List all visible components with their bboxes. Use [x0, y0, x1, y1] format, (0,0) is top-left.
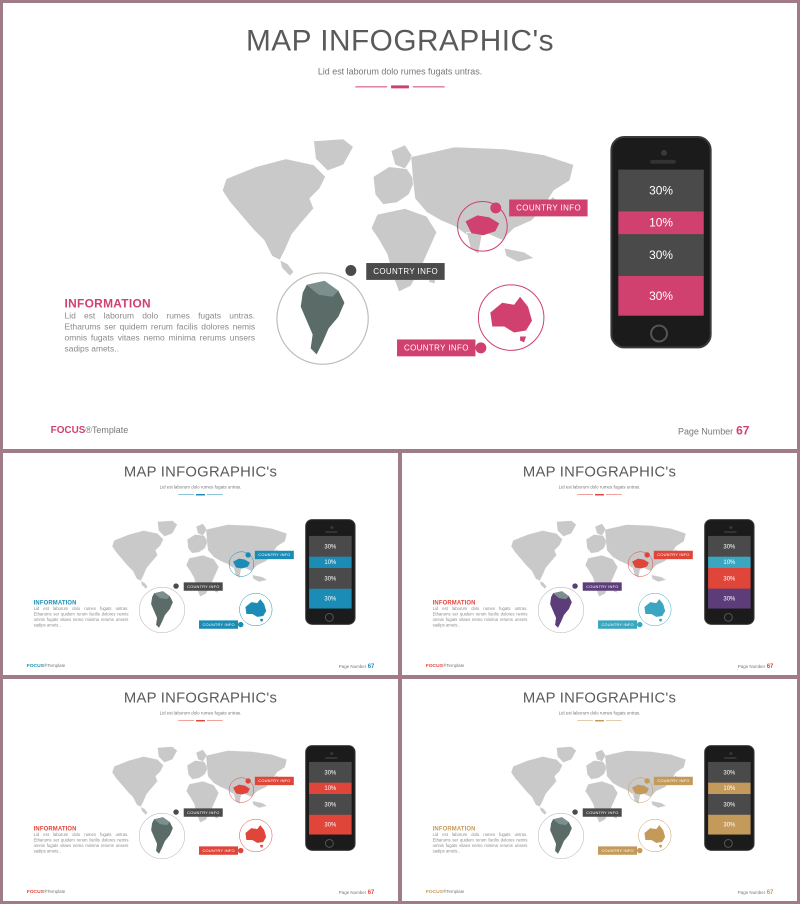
- country-info-tag: COUNTRY INFO: [598, 846, 637, 854]
- page-label: Page Number: [338, 663, 367, 669]
- country-pin-icon: [475, 342, 486, 353]
- phone-bar-3: 30%: [618, 234, 703, 276]
- slide-title: MAP INFOGRAPHIC's: [245, 24, 555, 58]
- page-number-value: 67: [766, 662, 774, 670]
- phone-bar-4: 30%: [708, 589, 750, 609]
- slide-canvas: [3, 453, 398, 675]
- brand-suffix: ®Template: [43, 888, 66, 894]
- home-button-icon: [650, 325, 668, 343]
- brand-focus: FOCUS: [26, 662, 44, 669]
- phone-bar-3: 30%: [708, 568, 750, 589]
- brand-suffix: ®Template: [442, 662, 465, 668]
- country-pin-icon: [644, 778, 649, 783]
- page-number: [339, 888, 374, 895]
- page-number-value: 67: [766, 888, 774, 896]
- slide-subtitle: Lid est laborum dolo rumes fugats untras.: [558, 710, 641, 716]
- country-pin-icon: [238, 848, 243, 853]
- slide-canvas: [3, 3, 797, 449]
- phone-screen: [309, 536, 351, 609]
- title-divider: [355, 85, 444, 87]
- page-number: [738, 662, 773, 669]
- phone-bar-3: 30%: [708, 794, 750, 815]
- brand-logo: [426, 663, 465, 668]
- brand-logo: [27, 663, 66, 668]
- title-divider: [178, 720, 222, 721]
- divider-dash: [202, 494, 205, 495]
- country-info-tag: COUNTRY INFO: [184, 808, 223, 816]
- country-pin-icon: [637, 848, 642, 853]
- australia-zoom: [638, 592, 673, 627]
- camera-icon: [661, 150, 667, 156]
- phone-bar-4: 30%: [708, 815, 750, 835]
- speaker-icon: [325, 757, 338, 759]
- slide-canvas: [402, 679, 797, 901]
- information-text: Lid est laborum dolo rumes fugats untras. Etharums ser quidem rerum facilis dolores nemis omnis fugats vitaes nemo minima rerums unsers sadips amets..: [33, 606, 129, 628]
- page-number: [678, 424, 749, 438]
- page-label: Page Number: [737, 663, 766, 669]
- country-info-tag: COUNTRY INFO: [199, 846, 238, 854]
- camera-icon: [729, 752, 732, 755]
- country-pin-icon: [345, 265, 356, 276]
- camera-icon: [330, 526, 333, 529]
- country-pin-icon: [490, 202, 501, 213]
- country-pin-icon: [245, 552, 250, 557]
- slide-variant-gold: [402, 679, 797, 901]
- page-number-value: 67: [367, 888, 375, 896]
- divider-dash: [202, 720, 205, 721]
- country-info-tag: COUNTRY INFO: [598, 620, 637, 628]
- divider-line-right: [413, 86, 445, 87]
- slide-canvas: [402, 453, 797, 675]
- country-pin-icon: [572, 583, 577, 588]
- brand-logo: [51, 425, 129, 436]
- phone-bar-3: 30%: [309, 568, 351, 589]
- phone-bar-4: 30%: [309, 815, 351, 835]
- phone-bar-4: 30%: [309, 589, 351, 609]
- brand-suffix: ®Template: [43, 662, 66, 668]
- phone-screen: [708, 762, 750, 835]
- speaker-icon: [724, 757, 737, 759]
- country-info-tag: COUNTRY INFO: [184, 582, 223, 590]
- home-button-icon: [325, 613, 334, 622]
- information-text: Lid est laborum dolo rumes fugats untras. Etharums ser quidem rerum facilis dolores nemis omnis fugats vitaes nemo minima rerums unsers sadips amets..: [432, 606, 528, 628]
- slide-subtitle: Lid est laborum dolo rumes fugats untras.: [159, 710, 242, 716]
- divider-dash: [601, 720, 604, 721]
- slide-variant-red: [3, 679, 398, 901]
- speaker-icon: [325, 531, 338, 533]
- slide-canvas: [3, 679, 398, 901]
- country-pin-icon: [173, 809, 178, 814]
- divider-dash: [403, 85, 409, 88]
- country-info-tag: COUNTRY INFO: [654, 777, 693, 785]
- phone-bar-2: 10%: [309, 783, 351, 794]
- information-heading: INFORMATION: [33, 599, 77, 607]
- brand-suffix: ®Template: [442, 888, 465, 894]
- phone-icon: [610, 136, 711, 348]
- country-pin-icon: [572, 809, 577, 814]
- south-america-zoom: [536, 811, 585, 860]
- information-text: Lid est laborum dolo rumes fugats untras. Etharums ser quidem rerum facilis dolores nemis omnis fugats vitaes nemo minima rerums unsers sadips amets..: [432, 832, 528, 854]
- brand-logo: [426, 889, 465, 894]
- title-divider: [577, 494, 621, 495]
- phone-bar-1: 30%: [618, 170, 703, 212]
- slide-title: MAP INFOGRAPHIC's: [522, 463, 677, 481]
- phone-screen: [618, 170, 703, 316]
- phone-bar-2: 10%: [618, 211, 703, 234]
- camera-icon: [729, 526, 732, 529]
- country-info-tag: COUNTRY INFO: [509, 200, 588, 217]
- phone-icon: [704, 519, 754, 625]
- slide-main: [3, 3, 797, 449]
- slide-title: MAP INFOGRAPHIC's: [522, 689, 677, 707]
- phone-bar-1: 30%: [708, 536, 750, 557]
- slide-subtitle: Lid est laborum dolo rumes fugats untras.: [558, 484, 641, 490]
- title-divider: [178, 494, 222, 495]
- information-heading: INFORMATION: [64, 296, 151, 311]
- phone-icon: [305, 745, 355, 851]
- australia-zoom: [239, 818, 274, 853]
- brand-focus: FOCUS: [425, 888, 443, 895]
- country-info-tag: COUNTRY INFO: [583, 582, 622, 590]
- brand-focus: FOCUS: [425, 662, 443, 669]
- phone-screen: [708, 536, 750, 609]
- australia-zoom: [239, 592, 274, 627]
- phone-bar-1: 30%: [309, 762, 351, 783]
- camera-icon: [330, 752, 333, 755]
- slide-subtitle: Lid est laborum dolo rumes fugats untras.: [317, 66, 483, 77]
- speaker-icon: [724, 531, 737, 533]
- phone-bar-2: 10%: [708, 783, 750, 794]
- phone-screen: [309, 762, 351, 835]
- country-info-tag: COUNTRY INFO: [583, 808, 622, 816]
- country-pin-icon: [238, 622, 243, 627]
- brand-focus: FOCUS: [26, 888, 44, 895]
- brand-suffix: ®Template: [85, 424, 129, 435]
- information-text: Lid est laborum dolo rumes fugats untras. Etharums ser quidem rerum facilis dolores nemis omnis fugats vitaes nemo minima rerums unsers sadips amets..: [33, 832, 129, 854]
- speaker-icon: [650, 160, 676, 164]
- phone-bar-2: 10%: [708, 557, 750, 568]
- home-button-icon: [325, 839, 334, 848]
- south-america-zoom: [273, 269, 372, 368]
- country-pin-icon: [173, 583, 178, 588]
- phone-bar-3: 30%: [309, 794, 351, 815]
- phone-bar-1: 30%: [309, 536, 351, 557]
- page-number: [339, 662, 374, 669]
- home-button-icon: [724, 613, 733, 622]
- slide-title: MAP INFOGRAPHIC's: [123, 463, 278, 481]
- slide-variant-blue: [3, 453, 398, 675]
- slide-variant-multicolor: [402, 453, 797, 675]
- phone-bar-4: 30%: [618, 276, 703, 316]
- country-info-tag: COUNTRY INFO: [366, 263, 445, 280]
- australia-zoom: [638, 818, 673, 853]
- south-america-zoom: [137, 585, 186, 634]
- phone-bar-1: 30%: [708, 762, 750, 783]
- country-info-tag: COUNTRY INFO: [255, 551, 294, 559]
- brand-logo: [27, 889, 66, 894]
- page-label: Page Number: [678, 426, 734, 437]
- page-number-value: 67: [367, 662, 375, 670]
- australia-zoom: [476, 283, 545, 352]
- divider-line-left: [355, 86, 387, 87]
- phone-icon: [305, 519, 355, 625]
- country-info-tag: COUNTRY INFO: [255, 777, 294, 785]
- phone-bar-2: 10%: [309, 557, 351, 568]
- country-pin-icon: [245, 778, 250, 783]
- country-info-tag: COUNTRY INFO: [199, 620, 238, 628]
- divider-dash: [601, 494, 604, 495]
- page-label: Page Number: [737, 889, 766, 895]
- slide-title: MAP INFOGRAPHIC's: [123, 689, 278, 707]
- country-pin-icon: [637, 622, 642, 627]
- country-info-tag: COUNTRY INFO: [397, 339, 476, 356]
- page-label: Page Number: [338, 889, 367, 895]
- information-text: Lid est laborum dolo rumes fugats untras. Etharums ser quidem rerum facilis dolores nemis omnis fugats vitaes nemo minima rerums unsers sadips amets..: [64, 310, 256, 354]
- page-number: [738, 888, 773, 895]
- title-divider: [577, 720, 621, 721]
- brand-focus: FOCUS: [50, 424, 86, 436]
- south-america-zoom: [137, 811, 186, 860]
- information-heading: INFORMATION: [432, 599, 476, 607]
- slide-subtitle: Lid est laborum dolo rumes fugats untras.: [159, 484, 242, 490]
- country-info-tag: COUNTRY INFO: [654, 551, 693, 559]
- south-america-zoom: [536, 585, 585, 634]
- page-number-value: 67: [736, 423, 750, 438]
- information-heading: INFORMATION: [33, 825, 77, 833]
- information-heading: INFORMATION: [432, 825, 476, 833]
- home-button-icon: [724, 839, 733, 848]
- phone-icon: [704, 745, 754, 851]
- country-pin-icon: [644, 552, 649, 557]
